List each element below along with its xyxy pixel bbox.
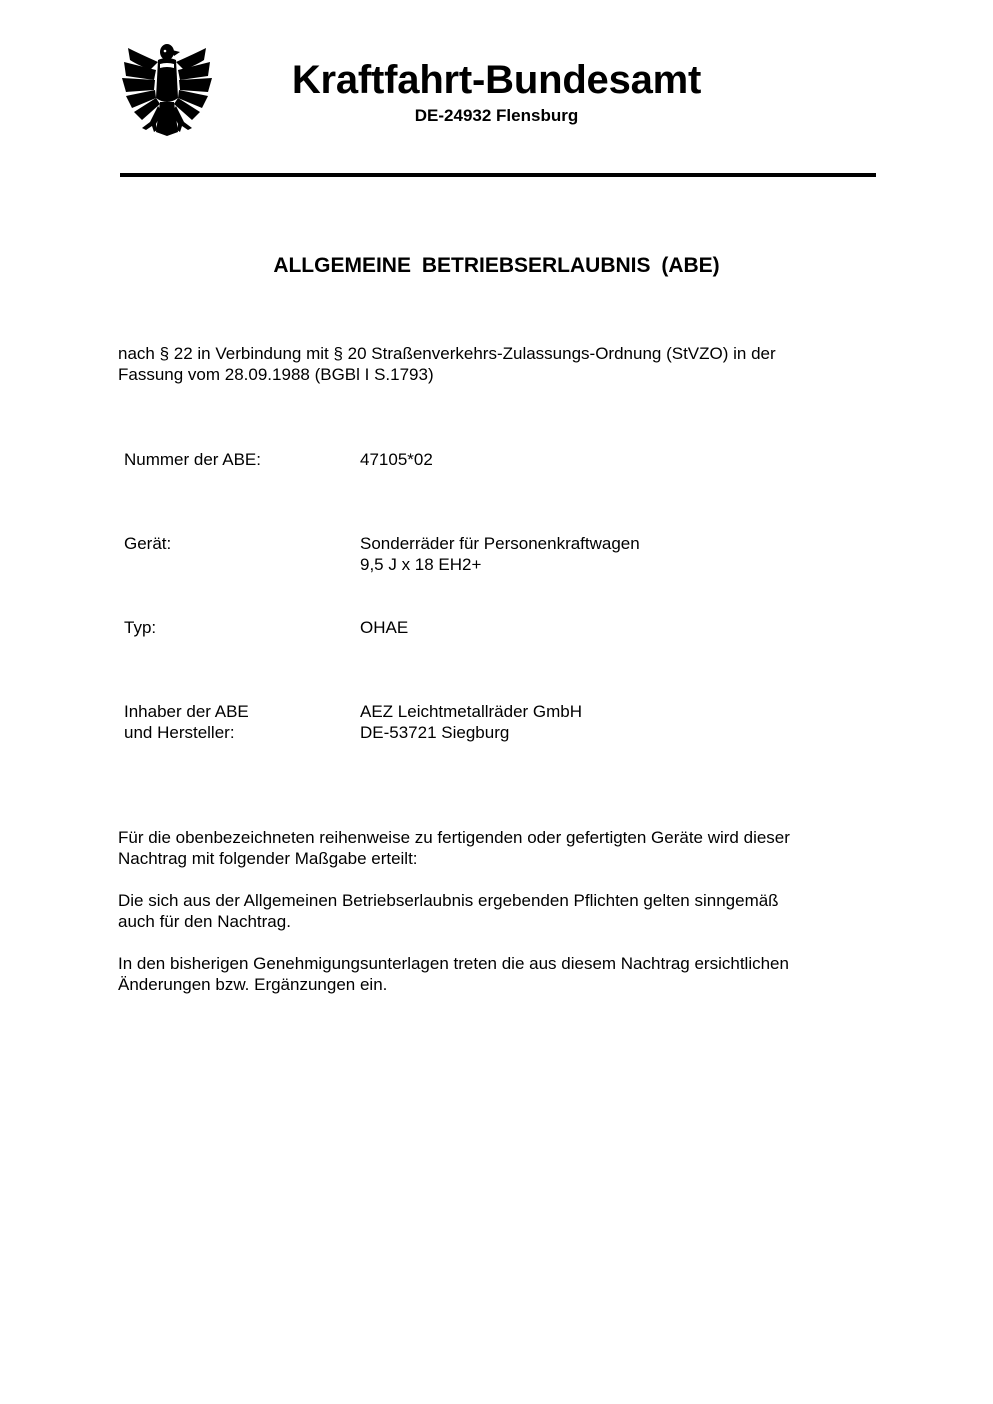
paragraph-line: auch für den Nachtrag.: [118, 912, 291, 931]
device-value: [360, 533, 860, 575]
holder-value-line: AEZ Leichtmetallräder GmbH: [360, 702, 583, 721]
abe-number-value: 47105*02: [360, 450, 433, 469]
paragraph-line: Änderungen bzw. Ergänzungen ein.: [118, 975, 388, 994]
paragraph-amendments: [118, 953, 878, 995]
paragraph-grant: [118, 827, 878, 869]
authority-address: DE-24932 Flensburg: [414, 106, 579, 125]
legal-basis-line: nach § 22 in Verbindung mit § 20 Straßenverkehrs-Zulassungs-Ordnung (StVZO) in der: [118, 344, 776, 363]
holder-label-line: und Hersteller:: [124, 723, 235, 742]
type-value: OHAE: [360, 618, 409, 637]
paragraph-line: In den bisherigen Genehmigungsunterlagen treten die aus diesem Nachtrag ersichtlichen: [118, 954, 789, 973]
header-divider: [120, 173, 876, 177]
document-title: ALLGEMEINE BETRIEBSERLAUBNIS (ABE): [273, 254, 720, 277]
holder-value: [360, 701, 860, 743]
paragraph-line: Für die obenbezeichneten reihenweise zu fertigenden oder gefertigten Geräte wird dieser: [118, 828, 790, 847]
paragraph-line: Die sich aus der Allgemeinen Betriebserlaubnis ergebenden Pflichten gelten sinngemäß: [118, 891, 779, 910]
holder-label-line: Inhaber der ABE: [124, 702, 249, 721]
abe-number-label: Nummer der ABE:: [124, 450, 261, 469]
type-label: Typ:: [124, 618, 157, 637]
paragraph-line: Nachtrag mit folgender Maßgabe erteilt:: [118, 849, 418, 868]
paragraph-obligations: [118, 890, 878, 932]
holder-label: [124, 701, 354, 743]
authority-name: Kraftfahrt-Bundesamt: [291, 58, 702, 102]
device-label: Gerät:: [124, 534, 172, 553]
device-value-line: 9,5 J x 18 EH2+: [360, 555, 482, 574]
legal-basis: [118, 343, 878, 385]
holder-value-line: DE-53721 Siegburg: [360, 723, 510, 742]
device-value-line: Sonderräder für Personenkraftwagen: [360, 534, 640, 553]
legal-basis-line: Fassung vom 28.09.1988 (BGBl I S.1793): [118, 365, 434, 384]
